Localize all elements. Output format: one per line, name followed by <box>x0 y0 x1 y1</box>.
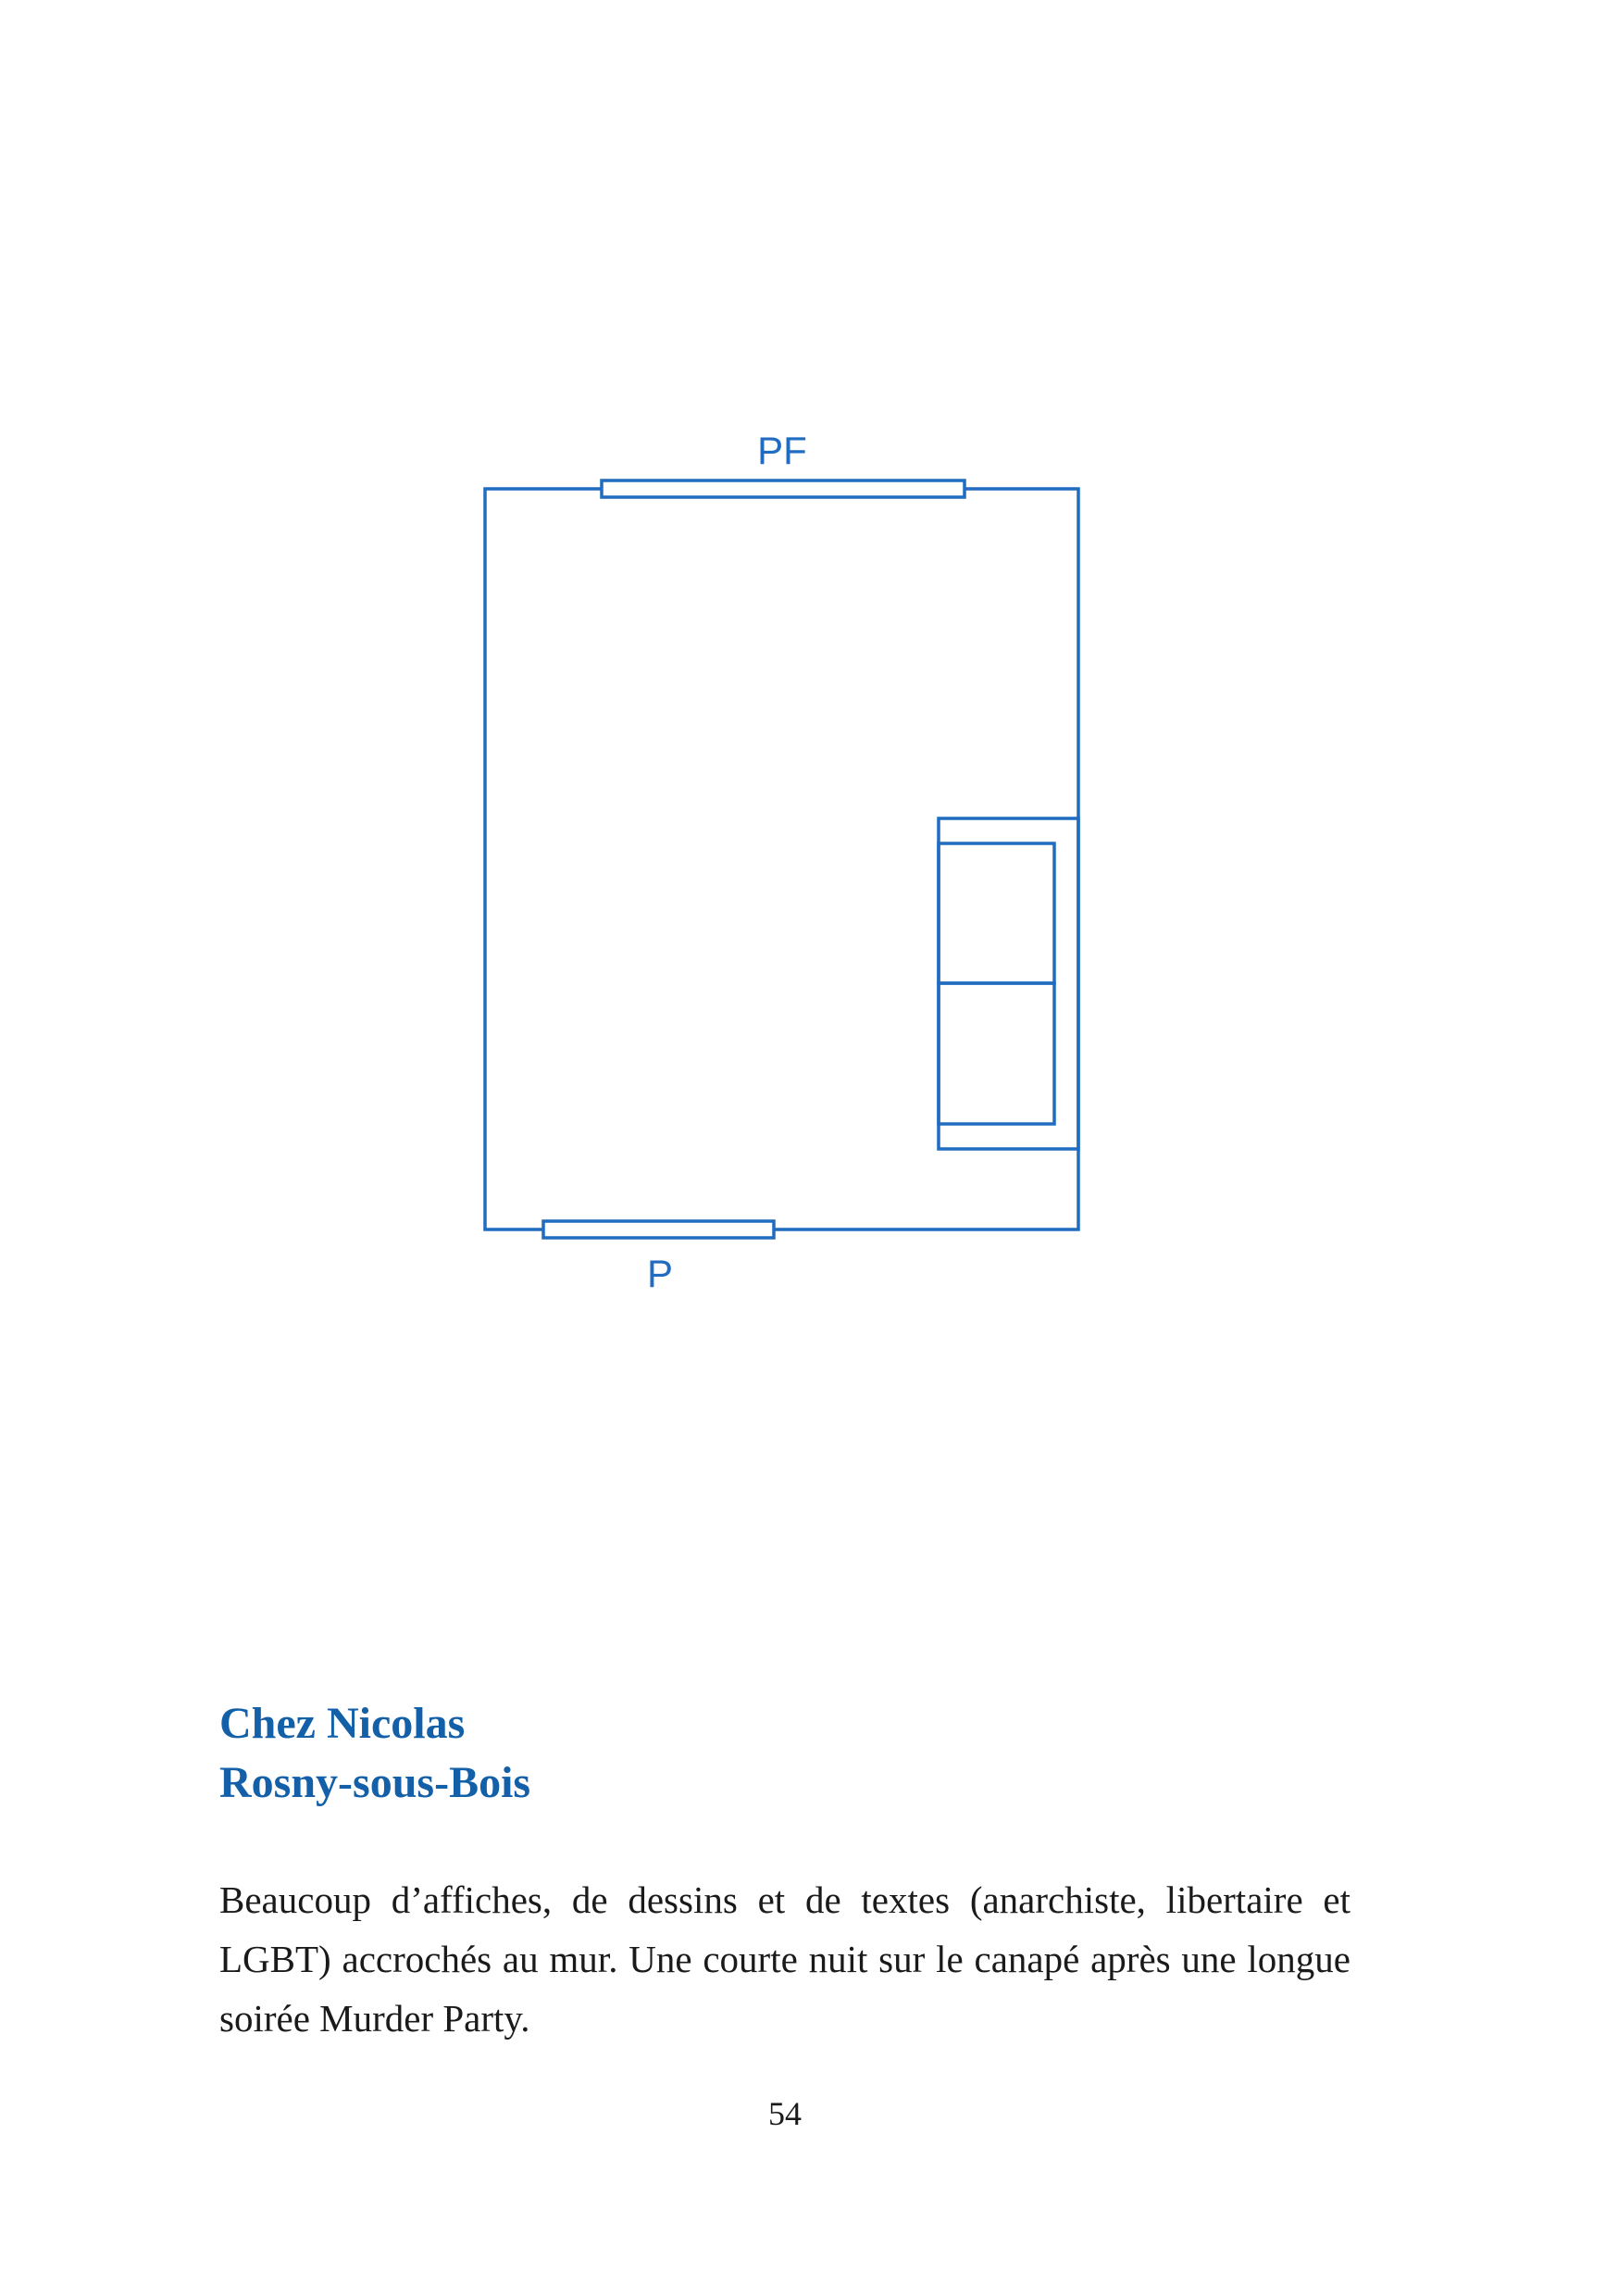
patio-door-label: PF <box>757 429 807 472</box>
city-name: Rosny-sous-Bois <box>219 1758 531 1807</box>
sofa-cushion-bottom <box>939 983 1054 1124</box>
page-number: 54 <box>768 2095 802 2132</box>
location-heading <box>219 1694 530 1813</box>
entry-door <box>543 1221 774 1238</box>
sofa-cushion-top <box>939 843 1054 983</box>
patio-door <box>602 480 965 497</box>
room-walls <box>485 489 1078 1229</box>
host-name: Chez Nicolas <box>219 1699 466 1748</box>
entry-door-label: P <box>646 1252 674 1295</box>
description-paragraph: Beaucoup d’affiches, de dessins et de textes (anarchiste, libertaire et LGBT) accrochés au mur. Une courte nuit sur le canapé après une longue soirée Murder Party. <box>219 1878 1350 2040</box>
